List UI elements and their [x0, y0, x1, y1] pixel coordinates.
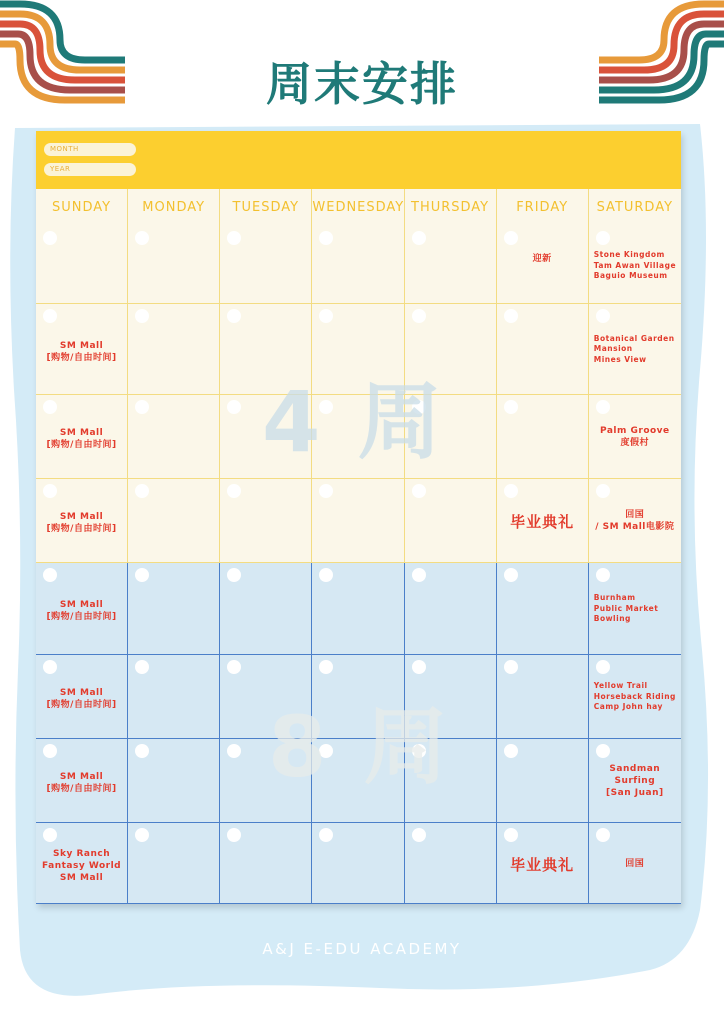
circle-marker-icon	[227, 744, 241, 758]
day-cell-sun[interactable]	[36, 479, 128, 563]
day-thursday: THURSDAY	[405, 189, 497, 226]
circle-marker-icon	[135, 484, 149, 498]
circle-marker-icon	[43, 309, 57, 323]
day-cell-sun[interactable]	[36, 563, 128, 655]
day-cell-sat[interactable]	[589, 739, 681, 823]
day-cell-sat[interactable]	[589, 226, 681, 304]
day-cell-fri[interactable]	[497, 655, 589, 739]
day-cell-fri[interactable]	[497, 823, 589, 904]
day-cell-sun[interactable]	[36, 823, 128, 904]
circle-marker-icon	[504, 660, 518, 674]
circle-marker-icon	[43, 744, 57, 758]
day-cell-thu[interactable]	[405, 563, 497, 655]
day-cell-fri[interactable]	[497, 304, 589, 395]
day-cell-thu[interactable]	[405, 479, 497, 563]
circle-marker-icon	[227, 568, 241, 582]
day-cell-sun[interactable]	[36, 226, 128, 304]
day-cell-sun[interactable]	[36, 739, 128, 823]
day-cell-sat[interactable]	[589, 395, 681, 479]
day-cell-sat[interactable]	[589, 479, 681, 563]
circle-marker-icon	[504, 744, 518, 758]
day-sunday: SUNDAY	[36, 189, 128, 226]
day-cell-wed[interactable]	[312, 226, 404, 304]
circle-marker-icon	[319, 828, 333, 842]
day-cell-wed[interactable]	[312, 823, 404, 904]
event-text: SM Mall [购物/自由时间]	[46, 688, 117, 710]
event-text: Sandman Surfing [San Juan]	[606, 764, 664, 798]
circle-marker-icon	[596, 484, 610, 498]
day-cell-mon[interactable]	[128, 226, 220, 304]
day-cell-fri[interactable]	[497, 563, 589, 655]
day-cell-thu[interactable]	[405, 226, 497, 304]
day-cell-tue[interactable]	[220, 823, 312, 904]
day-tuesday: TUESDAY	[220, 189, 312, 226]
day-cell-sun[interactable]	[36, 304, 128, 395]
event-text: 回国	[625, 858, 645, 869]
calendar-header	[36, 131, 681, 189]
event-text: 回国 / SM Mall电影院	[595, 510, 675, 532]
weekday-header-row	[36, 189, 681, 226]
day-cell-mon[interactable]	[128, 563, 220, 655]
circle-marker-icon	[227, 231, 241, 245]
event-text: SM Mall [购物/自由时间]	[46, 772, 117, 794]
circle-marker-icon	[504, 484, 518, 498]
day-cell-sun[interactable]	[36, 395, 128, 479]
event-text: 毕业典礼	[510, 513, 575, 531]
circle-marker-icon	[596, 660, 610, 674]
circle-marker-icon	[596, 231, 610, 245]
circle-marker-icon	[135, 309, 149, 323]
circle-marker-icon	[504, 309, 518, 323]
event-text: SM Mall [购物/自由时间]	[46, 428, 117, 450]
day-cell-fri[interactable]	[497, 479, 589, 563]
day-cell-mon[interactable]	[128, 739, 220, 823]
day-cell-fri[interactable]	[497, 226, 589, 304]
circle-marker-icon	[596, 744, 610, 758]
circle-marker-icon	[135, 568, 149, 582]
footer-academy-name: A&J E-EDU ACADEMY	[262, 940, 462, 958]
circle-marker-icon	[135, 400, 149, 414]
event-text: Stone Kingdom Tam Awan Village Baguio Museum	[593, 250, 677, 280]
circle-marker-icon	[43, 400, 57, 414]
day-cell-tue[interactable]	[220, 226, 312, 304]
circle-marker-icon	[319, 660, 333, 674]
circle-marker-icon	[596, 828, 610, 842]
week-row	[36, 226, 681, 304]
circle-marker-icon	[227, 400, 241, 414]
circle-marker-icon	[43, 660, 57, 674]
circle-marker-icon	[319, 309, 333, 323]
page-title: 周末安排	[266, 57, 458, 111]
day-cell-sat[interactable]	[589, 563, 681, 655]
day-cell-sat[interactable]	[589, 304, 681, 395]
circle-marker-icon	[319, 484, 333, 498]
day-cell-mon[interactable]	[128, 655, 220, 739]
week-row	[36, 479, 681, 563]
watermark-4-weeks: 4 周	[262, 373, 446, 471]
circle-marker-icon	[135, 744, 149, 758]
circle-marker-icon	[412, 568, 426, 582]
event-text: Burnham Public Market Bowling	[593, 593, 659, 624]
day-cell-fri[interactable]	[497, 395, 589, 479]
event-text: SM Mall [购物/自由时间]	[46, 600, 117, 622]
month-field[interactable]: MONTH	[44, 143, 136, 156]
day-cell-sat[interactable]	[589, 655, 681, 739]
watermark-8-weeks: 8 周	[268, 698, 452, 796]
circle-marker-icon	[319, 568, 333, 582]
circle-marker-icon	[227, 484, 241, 498]
event-text: Yellow Trail Horseback Riding Camp John hay	[593, 681, 676, 712]
circle-marker-icon	[227, 828, 241, 842]
event-text: 迎新	[532, 254, 552, 264]
circle-marker-icon	[504, 400, 518, 414]
day-cell-thu[interactable]	[405, 823, 497, 904]
event-text: Sky Ranch Fantasy World SM Mall	[42, 848, 122, 883]
circle-marker-icon	[227, 660, 241, 674]
week-row	[36, 563, 681, 655]
day-saturday: SATURDAY	[596, 200, 674, 215]
day-cell-tue[interactable]	[220, 479, 312, 563]
day-cell-sat[interactable]	[589, 823, 681, 904]
day-monday: MONDAY	[128, 189, 220, 226]
circle-marker-icon	[412, 309, 426, 323]
circle-marker-icon	[504, 828, 518, 842]
day-friday: FRIDAY	[497, 189, 589, 226]
day-cell-wed[interactable]	[312, 479, 404, 563]
circle-marker-icon	[43, 568, 57, 582]
day-cell-mon[interactable]	[128, 823, 220, 904]
day-wednesday: WEDNESDAY	[312, 189, 404, 226]
circle-marker-icon	[43, 828, 57, 842]
event-text: 毕业典礼	[510, 855, 575, 874]
circle-marker-icon	[43, 484, 57, 498]
day-cell-mon[interactable]	[128, 395, 220, 479]
circle-marker-icon	[504, 231, 518, 245]
circle-marker-icon	[135, 231, 149, 245]
circle-marker-icon	[135, 828, 149, 842]
circle-marker-icon	[596, 309, 610, 323]
event-text: SM Mall [购物/自由时间]	[46, 512, 117, 534]
circle-marker-icon	[596, 568, 610, 582]
day-cell-sun[interactable]	[36, 655, 128, 739]
circle-marker-icon	[319, 231, 333, 245]
circle-marker-icon	[504, 568, 518, 582]
circle-marker-icon	[412, 231, 426, 245]
circle-marker-icon	[412, 828, 426, 842]
event-text: SM Mall [购物/自由时间]	[46, 340, 117, 363]
day-cell-tue[interactable]	[220, 563, 312, 655]
circle-marker-icon	[596, 400, 610, 414]
day-cell-fri[interactable]	[497, 739, 589, 823]
day-cell-wed[interactable]	[312, 563, 404, 655]
circle-marker-icon	[227, 309, 241, 323]
circle-marker-icon	[412, 660, 426, 674]
day-cell-mon[interactable]	[128, 479, 220, 563]
circle-marker-icon	[412, 484, 426, 498]
day-cell-mon[interactable]	[128, 304, 220, 395]
event-text: Botanical Garden Mansion Mines View	[593, 333, 675, 364]
year-field[interactable]: YEAR	[44, 163, 136, 176]
circle-marker-icon	[43, 231, 57, 245]
event-text: Palm Groove 度假村	[599, 426, 670, 448]
circle-marker-icon	[135, 660, 149, 674]
week-row	[36, 823, 681, 904]
